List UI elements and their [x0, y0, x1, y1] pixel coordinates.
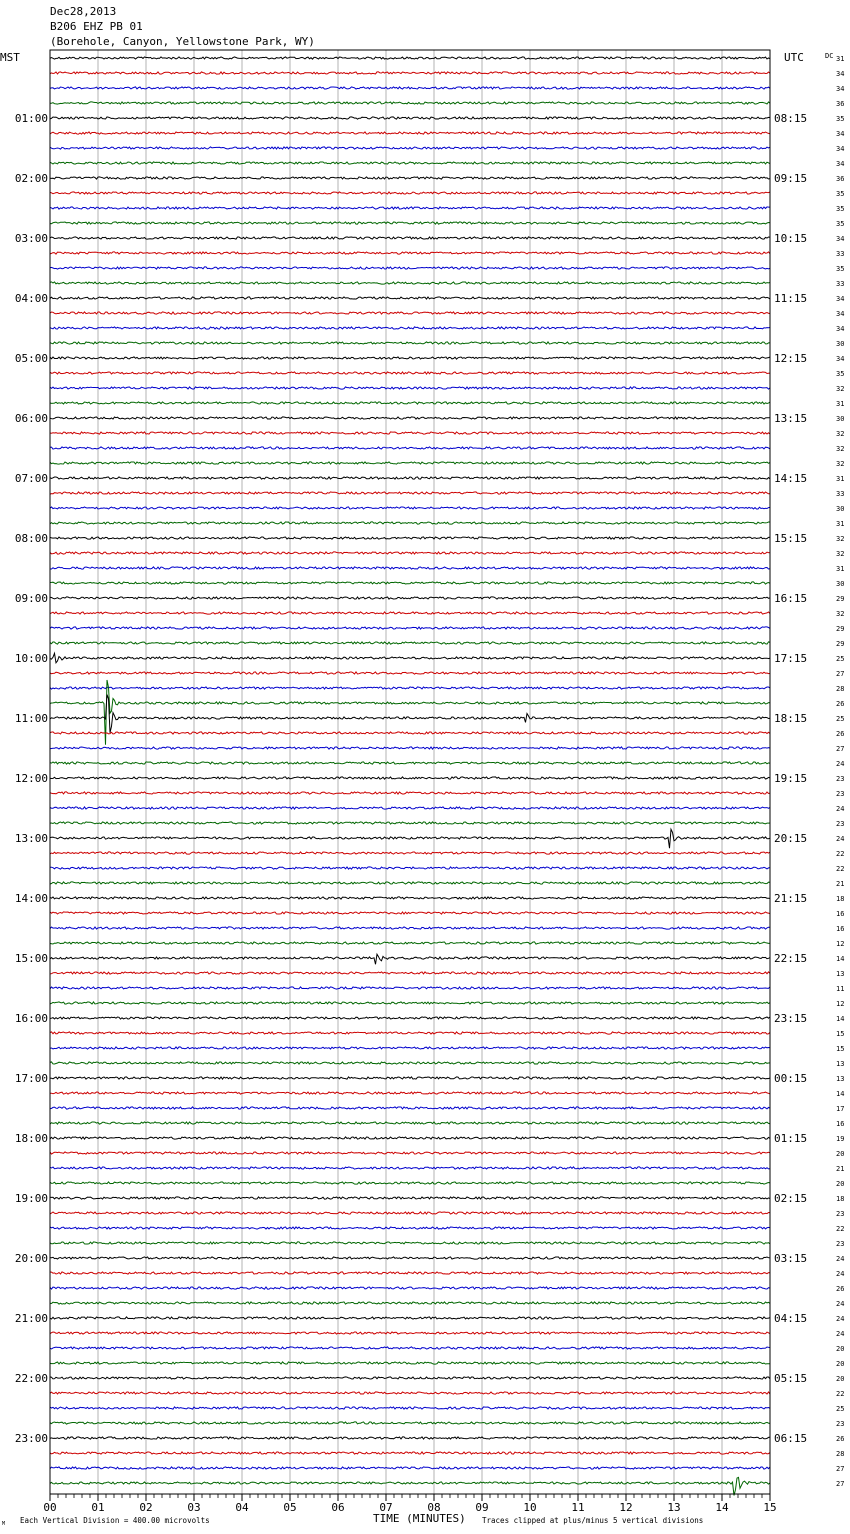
seismic-trace	[50, 927, 770, 929]
dc-offset-label: 24	[836, 1270, 845, 1278]
dc-offset-label: 22	[836, 850, 845, 858]
right-timezone-label: UTC	[784, 51, 804, 64]
seismic-trace	[50, 252, 770, 254]
corner-mark: M	[2, 1521, 6, 1527]
seismic-trace	[50, 1122, 770, 1124]
seismic-trace	[50, 237, 770, 239]
dc-offset-label: 31	[836, 400, 845, 408]
dc-offset-label: 34	[836, 85, 845, 93]
x-tick-label: 10	[523, 1501, 537, 1514]
seismic-trace	[50, 1062, 770, 1064]
seismic-trace	[50, 687, 770, 689]
dc-offset-label: 25	[836, 655, 845, 663]
seismic-trace	[50, 1452, 770, 1454]
dc-offset-label: 34	[836, 355, 845, 363]
seismic-trace	[50, 972, 770, 974]
x-axis	[43, 1494, 776, 1514]
dc-offset-label: 29	[836, 625, 845, 633]
dc-offset-label: 24	[836, 1255, 845, 1263]
station-label: B206 EHZ PB 01	[50, 20, 143, 33]
dc-offset-label: 20	[836, 1180, 845, 1188]
seismic-trace	[50, 492, 770, 494]
seismic-trace	[50, 1017, 770, 1019]
seismic-trace	[50, 402, 770, 404]
seismic-trace	[50, 1302, 770, 1304]
seismic-trace	[50, 1107, 770, 1109]
right-hour-label: 21:15	[774, 892, 808, 905]
right-hour-label: 16:15	[774, 592, 808, 605]
dc-offset-label: 30	[836, 505, 845, 513]
dc-offset-label: 23	[836, 1420, 845, 1428]
dc-offset-label: 31	[836, 565, 845, 573]
dc-offset-label: 26	[836, 730, 845, 738]
dc-offset-label: 17	[836, 1105, 845, 1113]
seismic-trace	[50, 987, 770, 989]
dc-offset-label: 23	[836, 775, 845, 783]
left-hour-label: 14:00	[14, 892, 48, 905]
seismic-trace	[50, 807, 770, 809]
seismic-trace	[50, 282, 770, 284]
seismic-trace	[50, 1167, 770, 1169]
seismic-trace	[50, 417, 770, 419]
left-hour-label: 11:00	[14, 712, 48, 725]
dc-offset-label: 35	[836, 265, 845, 273]
seismic-trace	[50, 357, 770, 359]
dc-offset-label: 33	[836, 280, 845, 288]
seismic-trace	[50, 653, 770, 663]
dc-offset-label: 18	[836, 895, 845, 903]
dc-offset-label: 16	[836, 925, 845, 933]
seismic-trace	[50, 477, 770, 479]
left-hour-label: 06:00	[14, 412, 48, 425]
dc-offset-label: 35	[836, 190, 845, 198]
dc-offset-label: 15	[836, 1045, 845, 1053]
seismic-trace	[50, 1467, 770, 1469]
dc-offset-label: 16	[836, 910, 845, 918]
dc-offset-label: 27	[836, 1480, 845, 1488]
seismic-trace	[50, 447, 770, 449]
x-tick-label: 04	[235, 1501, 249, 1514]
right-hour-label: 05:15	[774, 1372, 808, 1385]
seismic-trace	[50, 597, 770, 599]
seismic-trace	[50, 1002, 770, 1004]
left-hour-label: 17:00	[14, 1072, 48, 1085]
seismic-trace	[50, 147, 770, 149]
seismic-trace	[50, 1137, 770, 1139]
seismic-trace	[50, 192, 770, 194]
dc-offset-label: 23	[836, 1240, 845, 1248]
seismic-trace	[50, 1477, 770, 1495]
dc-offset-label: 31	[836, 475, 845, 483]
dc-offset-label: 24	[836, 1330, 845, 1338]
seismic-trace	[50, 387, 770, 389]
left-hour-label: 10:00	[14, 652, 48, 665]
dc-offset-label: 33	[836, 250, 845, 258]
seismic-trace	[50, 522, 770, 524]
seismic-trace	[50, 267, 770, 269]
seismic-trace	[50, 1377, 770, 1379]
dc-offset-label: 28	[836, 1450, 845, 1458]
left-timezone-label: MST	[0, 51, 20, 64]
dc-offset-label: 25	[836, 1405, 845, 1413]
dc-offset-label: 26	[836, 1285, 845, 1293]
seismic-trace	[50, 1347, 770, 1349]
seismic-trace	[50, 1047, 770, 1049]
right-hour-label: 08:15	[774, 112, 808, 125]
seismic-trace	[50, 342, 770, 344]
dc-offset-label: 24	[836, 760, 845, 768]
right-hour-label: 00:15	[774, 1072, 808, 1085]
left-hour-label: 21:00	[14, 1312, 48, 1325]
seismic-trace	[50, 1212, 770, 1214]
right-hour-label: 03:15	[774, 1252, 808, 1265]
dc-offset-label: 21	[836, 880, 845, 888]
right-hour-label: 01:15	[774, 1132, 808, 1145]
left-hour-label: 18:00	[14, 1132, 48, 1145]
dc-offset-label: 19	[836, 1135, 845, 1143]
right-hour-label: 20:15	[774, 832, 808, 845]
seismic-trace	[50, 1317, 770, 1319]
clip-note: Traces clipped at plus/minus 5 vertical divisions	[482, 1516, 704, 1525]
dc-offset-label: 23	[836, 1210, 845, 1218]
date-label: Dec28,2013	[50, 5, 117, 18]
right-hour-label: 23:15	[774, 1012, 808, 1025]
seismic-trace	[50, 829, 770, 848]
seismic-trace	[50, 1077, 770, 1079]
seismic-trace	[50, 852, 770, 854]
dc-offset-label: 29	[836, 595, 845, 603]
x-tick-label: 11	[571, 1501, 585, 1514]
dc-offset-label: 12	[836, 1000, 845, 1008]
left-hour-label: 08:00	[14, 532, 48, 545]
seismic-trace	[50, 792, 770, 794]
dc-offset-label: 20	[836, 1150, 845, 1158]
seismic-trace	[50, 432, 770, 434]
dc-offset-label: 34	[836, 235, 845, 243]
seismic-trace	[50, 1407, 770, 1409]
left-hour-label: 23:00	[14, 1432, 48, 1445]
seismic-trace	[50, 1182, 770, 1184]
seismic-trace	[50, 177, 770, 179]
seismic-trace	[50, 1422, 770, 1424]
dc-offset-label: 29	[836, 640, 845, 648]
seismic-trace	[50, 327, 770, 329]
dc-offset-label: 34	[836, 160, 845, 168]
seismic-trace	[50, 297, 770, 299]
dc-offset-label: 21	[836, 1165, 845, 1173]
seismic-trace	[50, 1437, 770, 1439]
location-label: (Borehole, Canyon, Yellowstone Park, WY)	[50, 35, 315, 48]
dc-offset-label: 24	[836, 805, 845, 813]
seismic-trace	[50, 1032, 770, 1034]
dc-offset-label: 27	[836, 745, 845, 753]
dc-offset-label: 30	[836, 415, 845, 423]
right-hour-label: 13:15	[774, 412, 808, 425]
seismic-trace	[50, 582, 770, 584]
dc-offset-label: 20	[836, 1360, 845, 1368]
dc-offset-label: 34	[836, 145, 845, 153]
left-hour-labels	[15, 112, 48, 1445]
seismic-trace	[50, 1227, 770, 1229]
dc-offset-label: 35	[836, 220, 845, 228]
x-axis-title: TIME (MINUTES)	[373, 1512, 466, 1525]
seismic-trace	[50, 102, 770, 104]
left-hour-label: 15:00	[14, 952, 48, 965]
dc-offset-label: 26	[836, 700, 845, 708]
dc-offset-label: 25	[836, 715, 845, 723]
left-hour-label: 02:00	[14, 172, 48, 185]
dc-offset-label: 14	[836, 1090, 845, 1098]
dc-offset-label: 12	[836, 940, 845, 948]
dc-offset-label: 14	[836, 1015, 845, 1023]
seismic-trace	[50, 672, 770, 674]
seismic-trace	[50, 372, 770, 374]
right-hour-label: 11:15	[774, 292, 808, 305]
dc-offset-label: 32	[836, 550, 845, 558]
dc-offset-label: 35	[836, 115, 845, 123]
dc-offset-label: 32	[836, 430, 845, 438]
dc-offset-label: 27	[836, 1465, 845, 1473]
seismic-trace	[50, 822, 770, 824]
x-tick-label: 01	[91, 1501, 105, 1514]
dc-offset-label: 34	[836, 70, 845, 78]
dc-header-label: DC	[825, 52, 834, 60]
seismic-trace	[50, 87, 770, 89]
seismic-trace	[50, 507, 770, 509]
seismic-trace	[50, 942, 770, 944]
dc-offset-label: 22	[836, 1225, 845, 1233]
seismic-trace	[50, 612, 770, 614]
dc-offset-label: 32	[836, 610, 845, 618]
x-tick-label: 07	[379, 1501, 393, 1514]
left-hour-label: 09:00	[14, 592, 48, 605]
dc-offset-label: 32	[836, 535, 845, 543]
x-tick-label: 06	[331, 1501, 345, 1514]
dc-offset-label: 20	[836, 1375, 845, 1383]
seismic-trace	[50, 552, 770, 554]
dc-offset-label: 35	[836, 370, 845, 378]
dc-offset-label: 34	[836, 130, 845, 138]
left-hour-label: 07:00	[14, 472, 48, 485]
seismic-trace	[50, 642, 770, 644]
seismic-trace	[50, 680, 770, 745]
seismic-trace	[50, 954, 770, 964]
seismic-trace	[50, 1242, 770, 1244]
right-hour-label: 14:15	[774, 472, 808, 485]
seismic-trace	[50, 897, 770, 899]
dc-offset-label: 13	[836, 1060, 845, 1068]
seismic-trace	[50, 1287, 770, 1289]
right-hour-label: 06:15	[774, 1432, 808, 1445]
seismic-trace	[50, 1257, 770, 1259]
dc-offset-label: 23	[836, 820, 845, 828]
dc-offset-label: 31	[836, 55, 845, 63]
dc-offset-label: 34	[836, 310, 845, 318]
x-tick-label: 12	[619, 1501, 633, 1514]
left-hour-label: 01:00	[14, 112, 48, 125]
dc-offset-label: 14	[836, 955, 845, 963]
seismic-trace	[50, 777, 770, 779]
seismic-trace	[50, 312, 770, 314]
dc-offset-label: 13	[836, 970, 845, 978]
x-tick-label: 09	[475, 1501, 489, 1514]
dc-offset-label: 28	[836, 685, 845, 693]
dc-offset-label: 20	[836, 1345, 845, 1353]
dc-offset-label: 34	[836, 325, 845, 333]
dc-offset-label: 27	[836, 670, 845, 678]
dc-offset-label: 32	[836, 460, 845, 468]
dc-offset-label: 26	[836, 1435, 845, 1443]
x-tick-label: 08	[427, 1501, 441, 1514]
dc-offset-label: 32	[836, 445, 845, 453]
right-hour-label: 18:15	[774, 712, 808, 725]
dc-offset-label: 31	[836, 520, 845, 528]
dc-offset-label: 15	[836, 1030, 845, 1038]
dc-offset-label: 30	[836, 340, 845, 348]
seismic-trace	[50, 222, 770, 224]
right-hour-label: 09:15	[774, 172, 808, 185]
dc-offset-label: 24	[836, 835, 845, 843]
seismic-trace	[50, 732, 770, 734]
seismic-trace	[50, 867, 770, 869]
right-hour-label: 10:15	[774, 232, 808, 245]
x-tick-label: 13	[667, 1501, 681, 1514]
seismic-trace	[50, 762, 770, 764]
dc-offset-label: 16	[836, 1120, 845, 1128]
seismic-trace	[50, 1392, 770, 1394]
x-tick-label: 03	[187, 1501, 201, 1514]
seismic-trace	[50, 207, 770, 209]
dc-offset-label: 22	[836, 865, 845, 873]
seismic-trace	[50, 627, 770, 629]
seismic-trace	[50, 1092, 770, 1094]
x-tick-label: 00	[43, 1501, 57, 1514]
right-hour-label: 17:15	[774, 652, 808, 665]
seismic-trace	[50, 1362, 770, 1364]
seismic-trace	[50, 912, 770, 914]
seismic-trace	[50, 695, 770, 733]
dc-offset-labels	[836, 55, 844, 1488]
left-hour-label: 12:00	[14, 772, 48, 785]
seismic-trace	[50, 57, 770, 59]
dc-offset-label: 30	[836, 580, 845, 588]
scale-note: Each Vertical Division = 400.00 microvolts	[20, 1516, 210, 1525]
dc-offset-label: 32	[836, 385, 845, 393]
seismic-trace	[50, 162, 770, 164]
x-tick-label: 02	[139, 1501, 153, 1514]
dc-offset-label: 18	[836, 1195, 845, 1203]
seismic-trace	[50, 132, 770, 134]
left-hour-label: 05:00	[14, 352, 48, 365]
left-hour-label: 03:00	[14, 232, 48, 245]
dc-offset-label: 22	[836, 1390, 845, 1398]
dc-offset-label: 33	[836, 490, 845, 498]
dc-offset-label: 36	[836, 175, 845, 183]
left-hour-label: 19:00	[14, 1192, 48, 1205]
dc-offset-label: 23	[836, 790, 845, 798]
x-tick-label: 15	[763, 1501, 777, 1514]
seismic-trace	[50, 1272, 770, 1274]
right-hour-label: 22:15	[774, 952, 808, 965]
left-hour-label: 16:00	[14, 1012, 48, 1025]
left-hour-label: 04:00	[14, 292, 48, 305]
seismic-trace	[50, 537, 770, 539]
x-tick-label: 05	[283, 1501, 297, 1514]
seismic-trace	[50, 72, 770, 74]
right-hour-labels	[774, 112, 807, 1445]
seismic-trace	[50, 1152, 770, 1154]
left-hour-label: 22:00	[14, 1372, 48, 1385]
dc-offset-label: 13	[836, 1075, 845, 1083]
dc-offset-label: 24	[836, 1315, 845, 1323]
seismic-trace	[50, 117, 770, 119]
right-hour-label: 12:15	[774, 352, 808, 365]
right-hour-label: 02:15	[774, 1192, 808, 1205]
seismic-trace	[50, 747, 770, 749]
dc-offset-label: 11	[836, 985, 845, 993]
seismic-trace	[50, 882, 770, 884]
left-hour-label: 20:00	[14, 1252, 48, 1265]
seismic-trace	[50, 1332, 770, 1334]
seismic-trace	[50, 462, 770, 464]
trace-group	[50, 57, 770, 1496]
seismic-trace	[50, 1197, 770, 1199]
dc-offset-label: 35	[836, 205, 845, 213]
dc-offset-label: 34	[836, 295, 845, 303]
left-hour-label: 13:00	[14, 832, 48, 845]
dc-offset-label: 36	[836, 100, 845, 108]
right-hour-label: 15:15	[774, 532, 808, 545]
right-hour-label: 19:15	[774, 772, 808, 785]
x-tick-label: 14	[715, 1501, 729, 1514]
dc-offset-label: 24	[836, 1300, 845, 1308]
seismic-trace	[50, 567, 770, 569]
right-hour-label: 04:15	[774, 1312, 808, 1325]
